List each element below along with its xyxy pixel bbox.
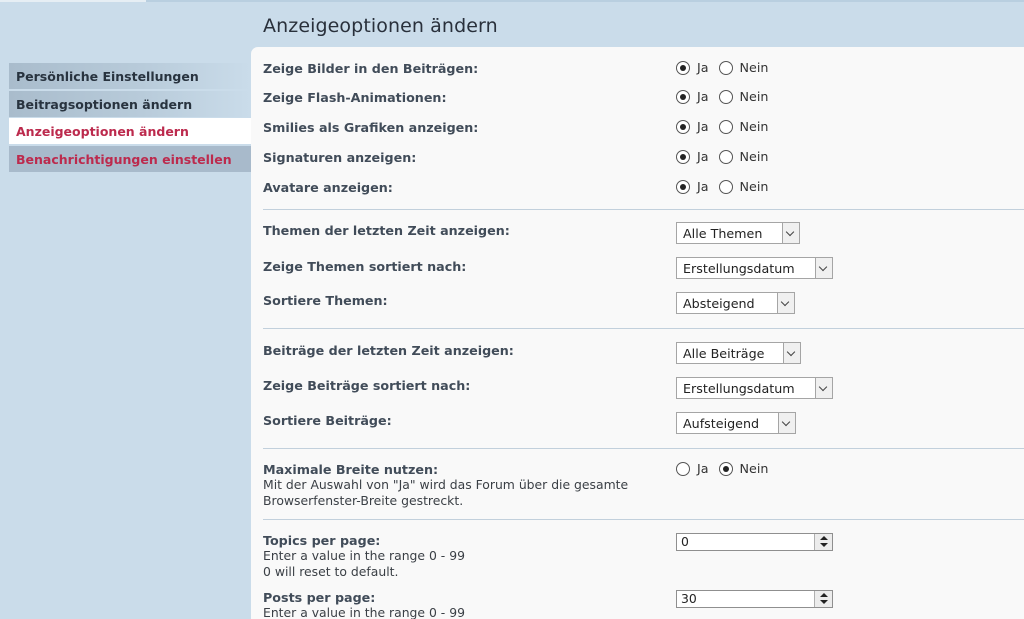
topics-per-page-hint: 0 will reset to default.: [263, 564, 399, 579]
posts-per-page-value: 30: [681, 591, 697, 606]
option-smilies-no-radio[interactable]: [719, 120, 733, 134]
option-avatars-no-radio[interactable]: [719, 180, 733, 194]
sidebar: [9, 63, 251, 173]
max-width-description: Mit der Auswahl von "Ja" wird das Forum über die gesamte: [263, 477, 629, 492]
posts-sort-by-value: Erstellungsdatum: [683, 381, 795, 396]
spinner-icon[interactable]: [814, 591, 832, 607]
topics-days-label: Themen der letzten Zeit anzeigen:: [263, 223, 510, 238]
posts-days-value: Alle Beiträge: [683, 346, 765, 361]
topics-days-value: Alle Themen: [683, 226, 763, 241]
posts-order-value: Aufsteigend: [683, 416, 760, 431]
sidebar-item-display-options[interactable]: Anzeigeoptionen ändern: [9, 118, 251, 144]
max-width-yes-radio[interactable]: [676, 462, 690, 476]
chevron-down-icon: [782, 223, 799, 243]
yes-label: Ja: [697, 60, 709, 75]
option-smilies-radios: [676, 119, 778, 134]
option-avatars-radios: [676, 179, 778, 194]
top-strip: [0, 0, 1024, 2]
posts-per-page-input[interactable]: [676, 590, 833, 608]
option-signatures-label: Signaturen anzeigen:: [263, 150, 417, 165]
topics-sort-by-select[interactable]: [676, 257, 833, 279]
spinner-icon[interactable]: [814, 534, 832, 550]
option-flash-yes-radio[interactable]: [676, 90, 690, 104]
posts-order-select[interactable]: [676, 412, 796, 434]
section-divider: [263, 328, 1024, 329]
option-flash-radios: [676, 89, 778, 104]
topics-days-select[interactable]: [676, 222, 800, 244]
sidebar-item-notifications[interactable]: Benachrichtigungen einstellen: [9, 146, 251, 172]
option-flash-no-radio[interactable]: [719, 90, 733, 104]
topics-per-page-range: Enter a value in the range 0 - 99: [263, 548, 465, 563]
topics-per-page-label: Topics per page:: [263, 533, 381, 548]
max-width-label: Maximale Breite nutzen:: [263, 462, 439, 477]
yes-label: Ja: [697, 119, 709, 134]
chevron-down-icon: [815, 258, 832, 278]
topics-sort-by-label: Zeige Themen sortiert nach:: [263, 259, 467, 274]
posts-per-page-range: Enter a value in the range 0 - 99: [263, 605, 465, 619]
topics-order-select[interactable]: [676, 292, 795, 314]
chevron-down-icon: [777, 293, 794, 313]
topics-order-label: Sortiere Themen:: [263, 293, 388, 308]
chevron-down-icon: [815, 378, 832, 398]
option-images-label: Zeige Bilder in den Beiträgen:: [263, 61, 479, 76]
option-images-radios: [676, 60, 778, 75]
option-smilies-yes-radio[interactable]: [676, 120, 690, 134]
page-title: Anzeigeoptionen ändern: [263, 15, 498, 37]
max-width-no-radio[interactable]: [719, 462, 733, 476]
section-divider: [263, 519, 1024, 520]
chevron-down-icon: [783, 343, 800, 363]
max-width-radios: [676, 461, 778, 476]
no-label: Nein: [739, 149, 769, 164]
max-width-description-2: Browserfenster-Breite gestreckt.: [263, 493, 464, 508]
section-divider: [263, 209, 1024, 210]
no-label: Nein: [739, 89, 769, 104]
no-label: Nein: [739, 461, 769, 476]
option-flash-label: Zeige Flash-Animationen:: [263, 90, 447, 105]
no-label: Nein: [739, 60, 769, 75]
section-divider: [263, 448, 1024, 449]
no-label: Nein: [739, 179, 769, 194]
topics-per-page-value: 0: [681, 534, 689, 549]
sidebar-item-post-options[interactable]: Beitragsoptionen ändern: [9, 91, 251, 117]
topics-sort-by-value: Erstellungsdatum: [683, 261, 795, 276]
posts-order-label: Sortiere Beiträge:: [263, 413, 392, 428]
option-avatars-yes-radio[interactable]: [676, 180, 690, 194]
yes-label: Ja: [697, 461, 709, 476]
topics-per-page-input[interactable]: [676, 533, 833, 551]
option-images-yes-radio[interactable]: [676, 61, 690, 75]
sidebar-item-personal-settings[interactable]: Persönliche Einstellungen: [9, 63, 251, 89]
posts-days-select[interactable]: [676, 342, 801, 364]
option-smilies-label: Smilies als Grafiken anzeigen:: [263, 120, 479, 135]
option-signatures-yes-radio[interactable]: [676, 150, 690, 164]
posts-days-label: Beiträge der letzten Zeit anzeigen:: [263, 343, 514, 358]
chevron-down-icon: [778, 413, 795, 433]
yes-label: Ja: [697, 149, 709, 164]
option-signatures-radios: [676, 149, 778, 164]
yes-label: Ja: [697, 89, 709, 104]
posts-sort-by-label: Zeige Beiträge sortiert nach:: [263, 378, 471, 393]
option-images-no-radio[interactable]: [719, 61, 733, 75]
settings-panel: [251, 47, 1024, 619]
option-signatures-no-radio[interactable]: [719, 150, 733, 164]
posts-per-page-label: Posts per page:: [263, 590, 376, 605]
option-avatars-label: Avatare anzeigen:: [263, 180, 393, 195]
no-label: Nein: [739, 119, 769, 134]
yes-label: Ja: [697, 179, 709, 194]
posts-sort-by-select[interactable]: [676, 377, 833, 399]
topics-order-value: Absteigend: [683, 296, 755, 311]
